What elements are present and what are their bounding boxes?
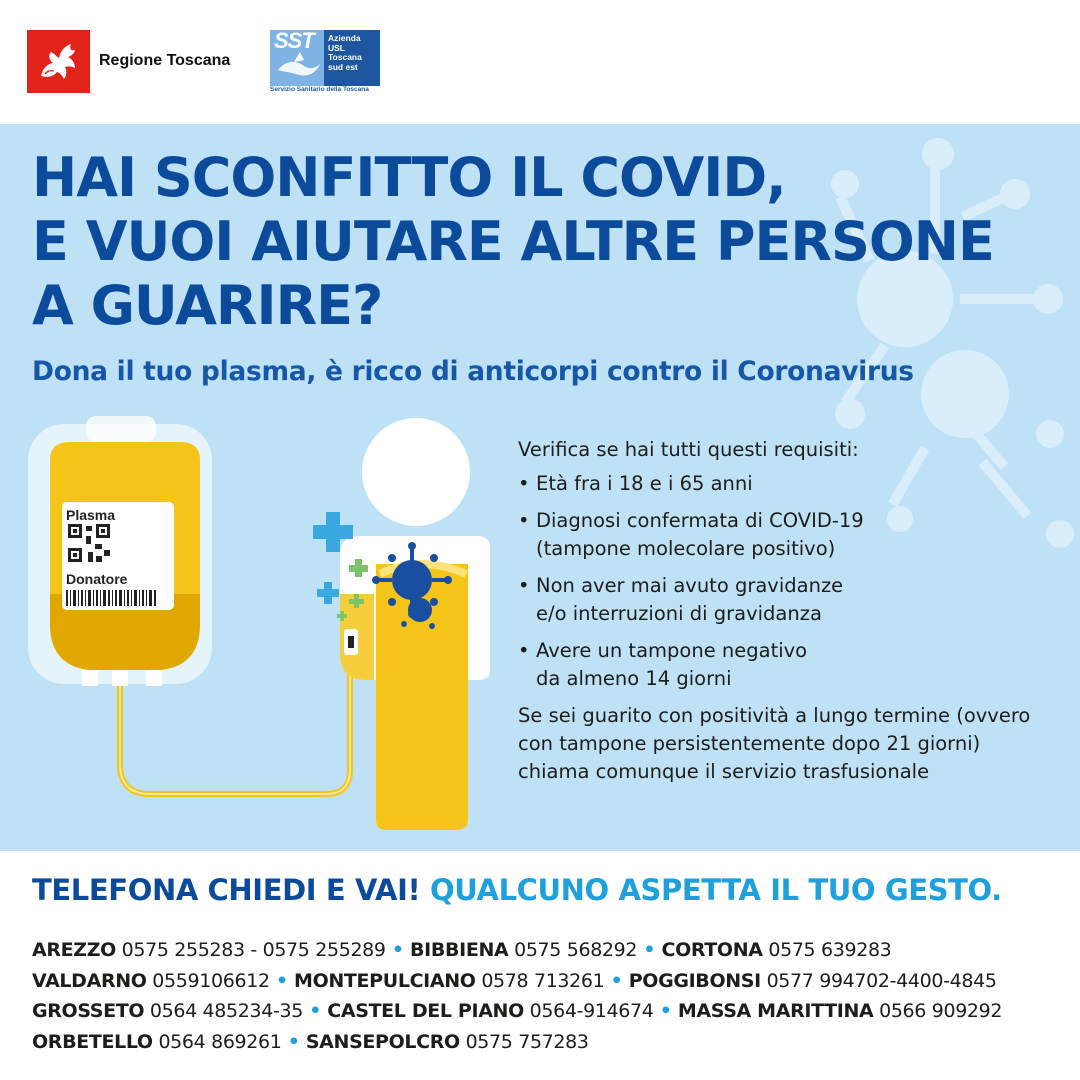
requirement-item [518,572,1058,628]
requirement-text: Diagnosi confermata di COVID-19 [536,509,864,532]
requirement-text: Età fra i 18 e i 65 anni [536,472,753,495]
separator-dot-icon: • [269,969,295,992]
requirement-text: Non aver mai avuto gravidanze [536,574,844,597]
contact-phone[interactable]: 0575 568292 [514,939,638,961]
bullet-icon: • [518,472,530,495]
call-to-action [32,873,1002,907]
contact-city: SANSEPOLCRO [305,1030,460,1053]
headline-line-3: A GUARIRE? [32,274,383,337]
contact-city: BIBBIENA [410,939,509,961]
separator-dot-icon: • [281,1030,306,1053]
contact-phone[interactable]: 0564 869261 [158,1030,282,1053]
contact-city: MONTEPULCIANO [294,969,476,992]
requirement-item [518,507,1058,563]
cta-part-2: QUALCUNO ASPETTA IL TUO GESTO. [430,873,1002,907]
contact-phone[interactable]: 0566 909292 [879,1000,1003,1022]
usl-line: Toscana [328,52,362,62]
separator-dot-icon: • [302,1000,328,1022]
bullet-icon: • [518,509,530,532]
contact-city: MASSA MARITTINA [677,1000,874,1022]
separator-dot-icon: • [637,939,662,961]
usl-line: sud est [328,61,358,72]
regione-name: Regione Toscana [99,52,231,69]
subtitle: Dona il tuo plasma, è ricco di anticorpi contro il Coronavirus [32,356,914,387]
contact-list [32,935,1002,1057]
contact-phone[interactable]: 0575 639283 [768,939,892,961]
contact-phone[interactable]: 0564-914674 [529,1000,654,1022]
person-silhouette-icon [340,418,490,830]
contact-row [32,935,1002,966]
separator-dot-icon: • [653,1000,678,1022]
bullet-icon: • [518,574,530,597]
requirement-text-detail: e/o interruzioni di gravidanza [536,602,822,625]
regione-toscana-logo-icon [27,30,90,93]
contact-city: VALDARNO [32,969,147,992]
usl-caption: Servizio Sanitario della Toscana [270,86,369,93]
usl-logo-icon [270,30,382,94]
separator-dot-icon: • [385,939,410,961]
separator-dot-icon: • [604,969,629,992]
requirement-text-detail: (tampone molecolare positivo) [536,537,836,560]
contact-city: POGGIBONSI [628,969,761,992]
contact-row [32,1027,1002,1058]
bullet-icon: • [518,639,530,662]
usl-line: Azienda [328,33,361,43]
contact-city: ORBETELLO [32,1030,153,1053]
requirement-item [518,637,1058,693]
header [0,0,1080,124]
plasma-bag-icon [28,416,212,686]
contact-phone[interactable]: 0575 255283 - 0575 255289 [121,939,386,961]
requirement-text-detail: da almeno 14 giorni [536,667,732,690]
requirement-text: Avere un tampone negativo [536,639,808,662]
main-band [0,124,1080,851]
footer [0,851,1080,1080]
contact-city: CASTEL DEL PIANO [327,1000,524,1022]
contact-phone[interactable]: 0559106612 [152,969,270,992]
contact-phone[interactable]: 0575 757283 [465,1030,589,1053]
usl-line: USL [328,42,345,53]
contact-city: AREZZO [32,939,116,961]
contact-phone[interactable]: 0564 485234-35 [149,1000,303,1022]
contact-row [32,966,1002,997]
usl-lines [328,34,362,72]
contact-row [32,996,1002,1027]
usl-brand: SST [274,28,314,53]
requirements [518,436,1058,786]
contact-phone[interactable]: 0577 994702-4400-4845 [766,969,997,992]
headline-line-2: E VUOI AIUTARE ALTRE PERSONE [32,210,994,273]
needle-icon [344,629,358,655]
contact-phone[interactable]: 0578 713261 [481,969,605,992]
contact-city: GROSSETO [32,1000,145,1022]
bag-label-donor: Donatore [66,571,128,587]
headline-line-1: HAI SCONFITTO IL COVID, [32,146,786,209]
cta-part-1: TELEFONA CHIEDI E VAI! [32,873,421,907]
bag-label-plasma: Plasma [66,507,116,523]
contact-city: CORTONA [661,939,763,961]
requirements-note: Se sei guarito con positività a lungo termine (ovvero con tampone persistentemente dopo 21 giorni) chiama comunque il servizio trasfusionale [518,704,1031,783]
requirement-item [518,470,1058,498]
requirements-intro: Verifica se hai tutti questi requisiti: [518,438,859,461]
